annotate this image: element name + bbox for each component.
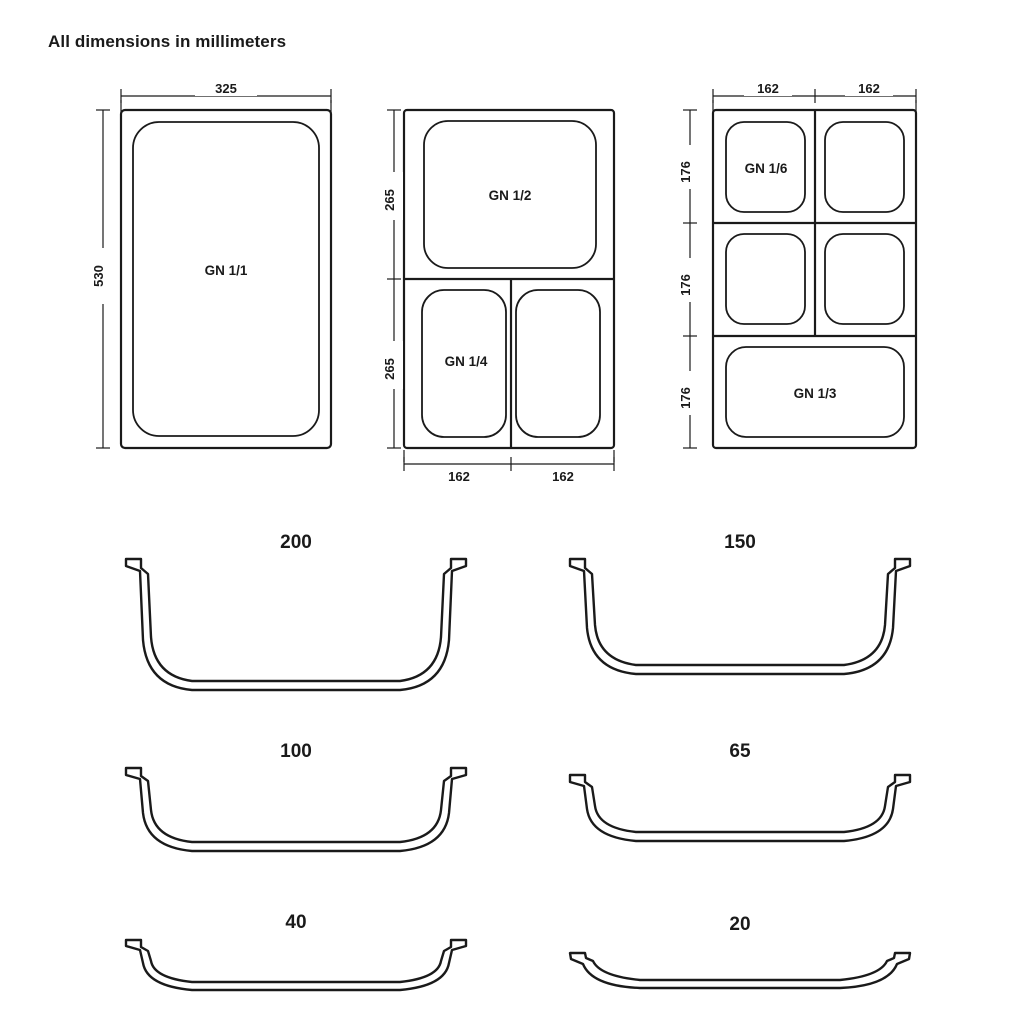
pan-depth-label-100: 100	[280, 741, 312, 762]
gn-1-1-height-label: 530	[91, 265, 106, 287]
pan-shape-40	[126, 940, 466, 990]
gn-1-6-label: GN 1/6	[744, 161, 788, 176]
gn-1-4-label: GN 1/4	[444, 354, 488, 369]
pan-shape-20	[570, 953, 910, 988]
pan-depth-label-150: 150	[724, 532, 756, 553]
pan-shape-150	[570, 559, 910, 674]
gn-1-6-panel	[678, 80, 916, 448]
gn-1-6-height-label-2: 176	[678, 274, 693, 296]
gn-1-2-height-label: 265	[382, 189, 397, 211]
gn-1-1-inner	[133, 122, 319, 436]
gn-1-6-cell-2	[825, 122, 904, 212]
gn-1-6-height-label-3: 176	[678, 387, 693, 409]
gn-1-1-label: GN 1/1	[204, 263, 248, 278]
pan-shape-200	[126, 559, 466, 690]
gn-1-6-cell-4	[825, 234, 904, 324]
pan-profile-150	[570, 532, 910, 674]
gn-1-4-width-label-left: 162	[448, 469, 470, 484]
gn-1-2-panel	[382, 110, 614, 484]
pan-profile-20	[570, 914, 910, 988]
gn-1-1-outer	[121, 110, 331, 448]
pan-depth-label-200: 200	[280, 532, 312, 553]
page-title: All dimensions in millimeters	[48, 32, 287, 51]
pan-depth-label-65: 65	[729, 741, 751, 762]
gn-1-2-label: GN 1/2	[488, 188, 532, 203]
gn-1-6-cell-3	[726, 234, 805, 324]
pan-shape-65	[570, 775, 910, 841]
gn-1-4-width-label-right: 162	[552, 469, 574, 484]
gn-1-6-height-label-1: 176	[678, 161, 693, 183]
gn-1-4-inner-right	[516, 290, 600, 437]
pan-depth-label-40: 40	[285, 912, 307, 933]
pan-shape-100	[126, 768, 466, 851]
gn-1-1-width-label: 325	[215, 81, 237, 96]
gn-1-6-width-label-right: 162	[858, 81, 880, 96]
gn-1-6-width-label-left: 162	[757, 81, 779, 96]
pan-profile-65	[570, 741, 910, 841]
gn-1-1-panel	[91, 80, 331, 448]
gn-1-4-height-label: 265	[382, 358, 397, 380]
pan-profile-100	[126, 741, 466, 851]
pan-profile-40	[126, 912, 466, 990]
pan-depth-label-20: 20	[729, 914, 751, 935]
pan-profile-200	[126, 532, 466, 690]
gn-1-3-label: GN 1/3	[793, 386, 837, 401]
